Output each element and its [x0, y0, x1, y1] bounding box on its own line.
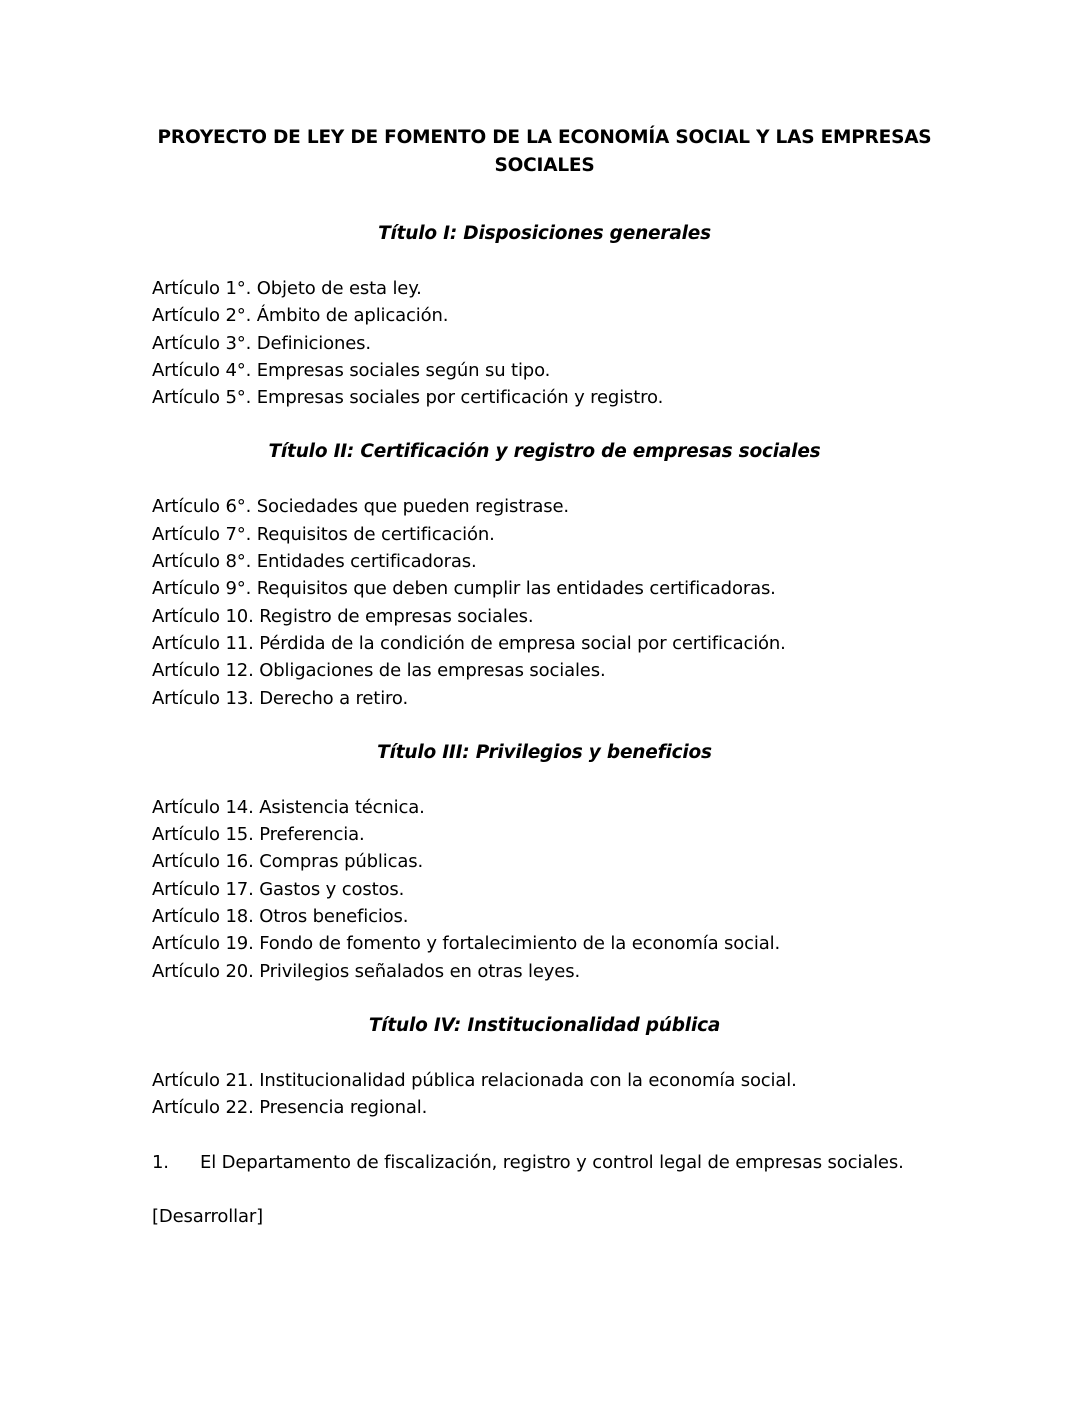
article-item: Artículo 20. Privilegios señalados en otras leyes.	[152, 960, 581, 982]
article-item: Artículo 4°. Empresas sociales según su tipo.	[152, 359, 551, 381]
article-item: Artículo 5°. Empresas sociales por certificación y registro.	[152, 387, 664, 409]
section-heading-titulo-2: Título II: Certificación y registro de empresas sociales	[268, 441, 821, 463]
article-item: Artículo 7°. Requisitos de certificación.	[152, 523, 495, 545]
article-list-titulo-4	[152, 1067, 937, 1122]
paragraph-number: 1.	[152, 1151, 169, 1173]
article-item: Artículo 11. Pérdida de la condición de empresa social por certificación.	[152, 632, 786, 654]
article-item: Artículo 21. Institucionalidad pública relacionada con la economía social.	[152, 1069, 797, 1091]
article-item: Artículo 1°. Objeto de esta ley.	[152, 278, 422, 299]
article-item: Artículo 14. Asistencia técnica.	[152, 796, 425, 818]
paragraph-text: El Departamento de fiscalización, registro y control legal de empresas sociales.	[200, 1151, 904, 1173]
article-item: Artículo 12. Obligaciones de las empresas sociales.	[152, 660, 606, 682]
article-item: Artículo 19. Fondo de fomento y fortalecimiento de la economía social.	[152, 933, 781, 955]
article-item: Artículo 8°. Entidades certificadoras.	[152, 551, 477, 573]
article-item: Artículo 10. Registro de empresas sociales.	[152, 605, 534, 627]
section-heading-titulo-1: Título I: Disposiciones generales	[378, 223, 711, 244]
article-item: Artículo 9°. Requisitos que deben cumplir las entidades certificadoras.	[152, 578, 776, 600]
section-heading-titulo-4: Título IV: Institucionalidad pública	[368, 1014, 721, 1036]
article-list-titulo-3	[152, 794, 937, 985]
article-item: Artículo 2°. Ámbito de aplicación.	[152, 305, 449, 327]
article-item: Artículo 18. Otros beneficios.	[152, 906, 409, 928]
article-item: Artículo 22. Presencia regional.	[152, 1097, 428, 1119]
article-item: Artículo 6°. Sociedades que pueden registrase.	[152, 496, 569, 518]
article-item: Artículo 16. Compras públicas.	[152, 851, 424, 873]
article-item: Artículo 13. Derecho a retiro.	[152, 687, 409, 709]
article-item: Artículo 15. Preferencia.	[152, 824, 365, 846]
section-heading-titulo-3: Título III: Privilegios y beneficios	[377, 741, 712, 763]
article-list-titulo-2	[152, 493, 937, 711]
article-list-titulo-1	[152, 275, 937, 411]
numbered-paragraph	[152, 1149, 937, 1176]
document-title: PROYECTO DE LEY DE FOMENTO DE LA ECONOMÍA SOCIAL Y LAS EMPRESAS SOCIALES	[157, 127, 932, 176]
document-page	[152, 124, 937, 1230]
article-item: Artículo 17. Gastos y costos.	[152, 878, 405, 900]
placeholder-text: [Desarrollar]	[152, 1205, 263, 1227]
article-item: Artículo 3°. Definiciones.	[152, 332, 371, 354]
